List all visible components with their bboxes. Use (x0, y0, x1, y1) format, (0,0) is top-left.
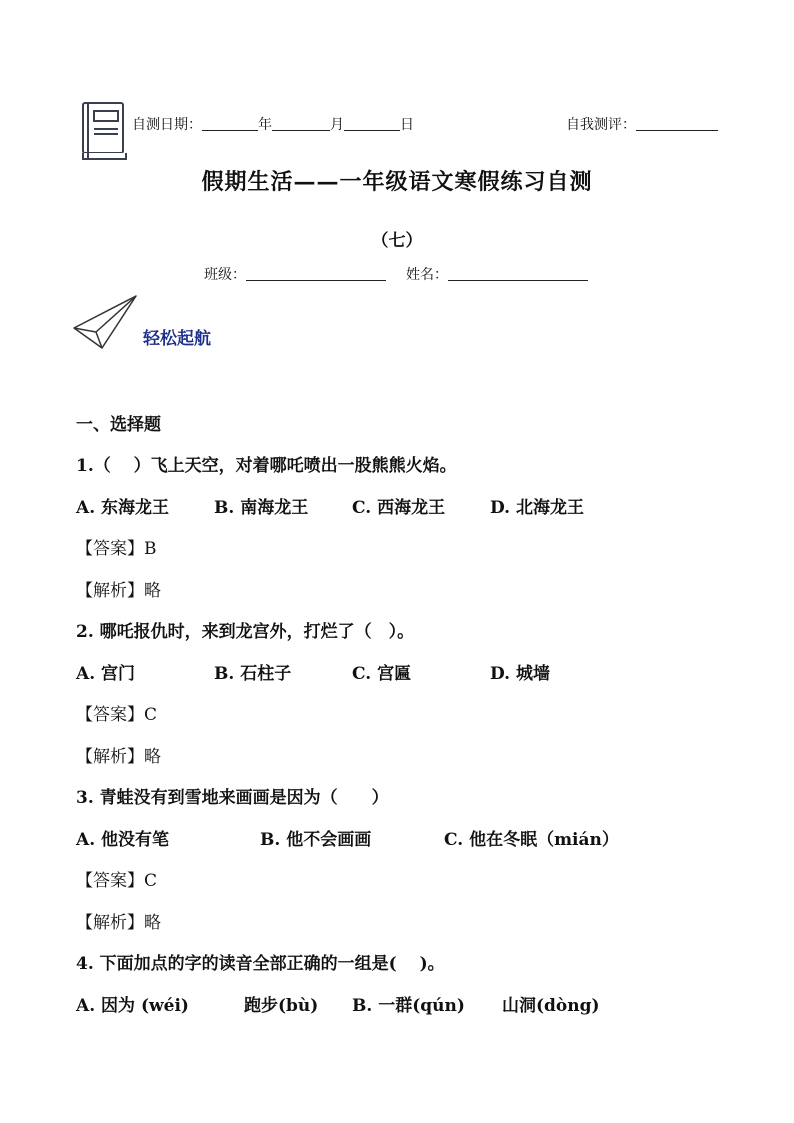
option-a-1[interactable]: A. 因为 (wéi) (76, 996, 189, 1016)
question-3-text: 3. 青蛙没有到雪地来画画是因为（ ） (76, 788, 389, 808)
answer-value: C (144, 705, 158, 725)
analysis-label: 【解析】 (76, 747, 144, 767)
question-4-options (76, 991, 716, 1015)
question-4-text: 4. 下面加点的字的读音全部正确的一组是( )。 (76, 954, 445, 974)
analysis-label: 【解析】 (76, 913, 144, 933)
question-1-analysis (76, 576, 161, 601)
page-title: 假期生活——一年级语文寒假练习自测 (201, 169, 593, 195)
paper-plane-icon (72, 294, 140, 350)
month-label: 月 (330, 117, 344, 133)
question-1-answer (76, 534, 157, 559)
self-eval-label: 自我测评： (566, 117, 636, 133)
day-blank[interactable] (344, 116, 400, 131)
option-a[interactable]: A. 宫门 (76, 664, 136, 684)
question-3-options (76, 825, 716, 849)
month-blank[interactable] (272, 116, 330, 131)
date-row (132, 114, 414, 134)
answer-label: 【答案】 (76, 539, 144, 559)
year-blank[interactable] (202, 116, 258, 131)
question-1-options (76, 493, 716, 517)
name-blank[interactable] (448, 266, 588, 281)
analysis-label: 【解析】 (76, 581, 144, 601)
answer-value: B (144, 539, 157, 559)
year-label: 年 (258, 117, 272, 133)
section-heading: 一、选择题 (76, 415, 161, 435)
book-icon (80, 101, 130, 161)
day-label: 日 (400, 117, 414, 133)
self-eval-blank[interactable] (636, 116, 718, 131)
answer-label: 【答案】 (76, 871, 144, 891)
question-2-analysis (76, 742, 161, 767)
question-2-options (76, 659, 716, 683)
self-eval-row (566, 114, 718, 134)
option-b[interactable]: B. 他不会画画 (260, 830, 372, 850)
date-label: 自测日期： (132, 117, 202, 133)
name-label: 姓名： (406, 267, 448, 283)
option-b[interactable]: B. 石柱子 (214, 664, 292, 684)
option-b[interactable]: B. 南海龙王 (214, 498, 309, 518)
option-a[interactable]: A. 东海龙王 (76, 498, 170, 518)
class-label: 班级： (204, 267, 246, 283)
answer-value: C (144, 871, 158, 891)
analysis-value: 略 (144, 913, 161, 933)
analysis-value: 略 (144, 581, 161, 601)
option-c[interactable]: C. 他在冬眠（mián） (444, 830, 619, 850)
question-3-analysis (76, 908, 161, 933)
section-banner: 轻松起航 (143, 329, 211, 349)
option-d[interactable]: D. 城墙 (490, 664, 550, 684)
option-a-2[interactable]: 跑步(bù) (244, 996, 319, 1016)
option-b-2[interactable]: 山洞(dòng) (502, 996, 600, 1016)
option-d[interactable]: D. 北海龙王 (490, 498, 584, 518)
option-a[interactable]: A. 他没有笔 (76, 830, 170, 850)
page-subtitle: （七） (371, 231, 423, 251)
question-2-text: 2. 哪吒报仇时，来到龙宫外，打烂了（ ）。 (76, 622, 415, 642)
option-c[interactable]: C. 宫匾 (352, 664, 412, 684)
analysis-value: 略 (144, 747, 161, 767)
option-c[interactable]: C. 西海龙王 (352, 498, 446, 518)
answer-label: 【答案】 (76, 705, 144, 725)
question-3-answer (76, 866, 157, 891)
question-1-text: 1.（ ）飞上天空，对着哪吒喷出一股熊熊火焰。 (76, 456, 457, 476)
question-2-answer (76, 700, 157, 725)
class-blank[interactable] (246, 266, 386, 281)
option-b-1[interactable]: B. 一群(qún) (352, 996, 465, 1016)
student-info-row (204, 264, 588, 284)
